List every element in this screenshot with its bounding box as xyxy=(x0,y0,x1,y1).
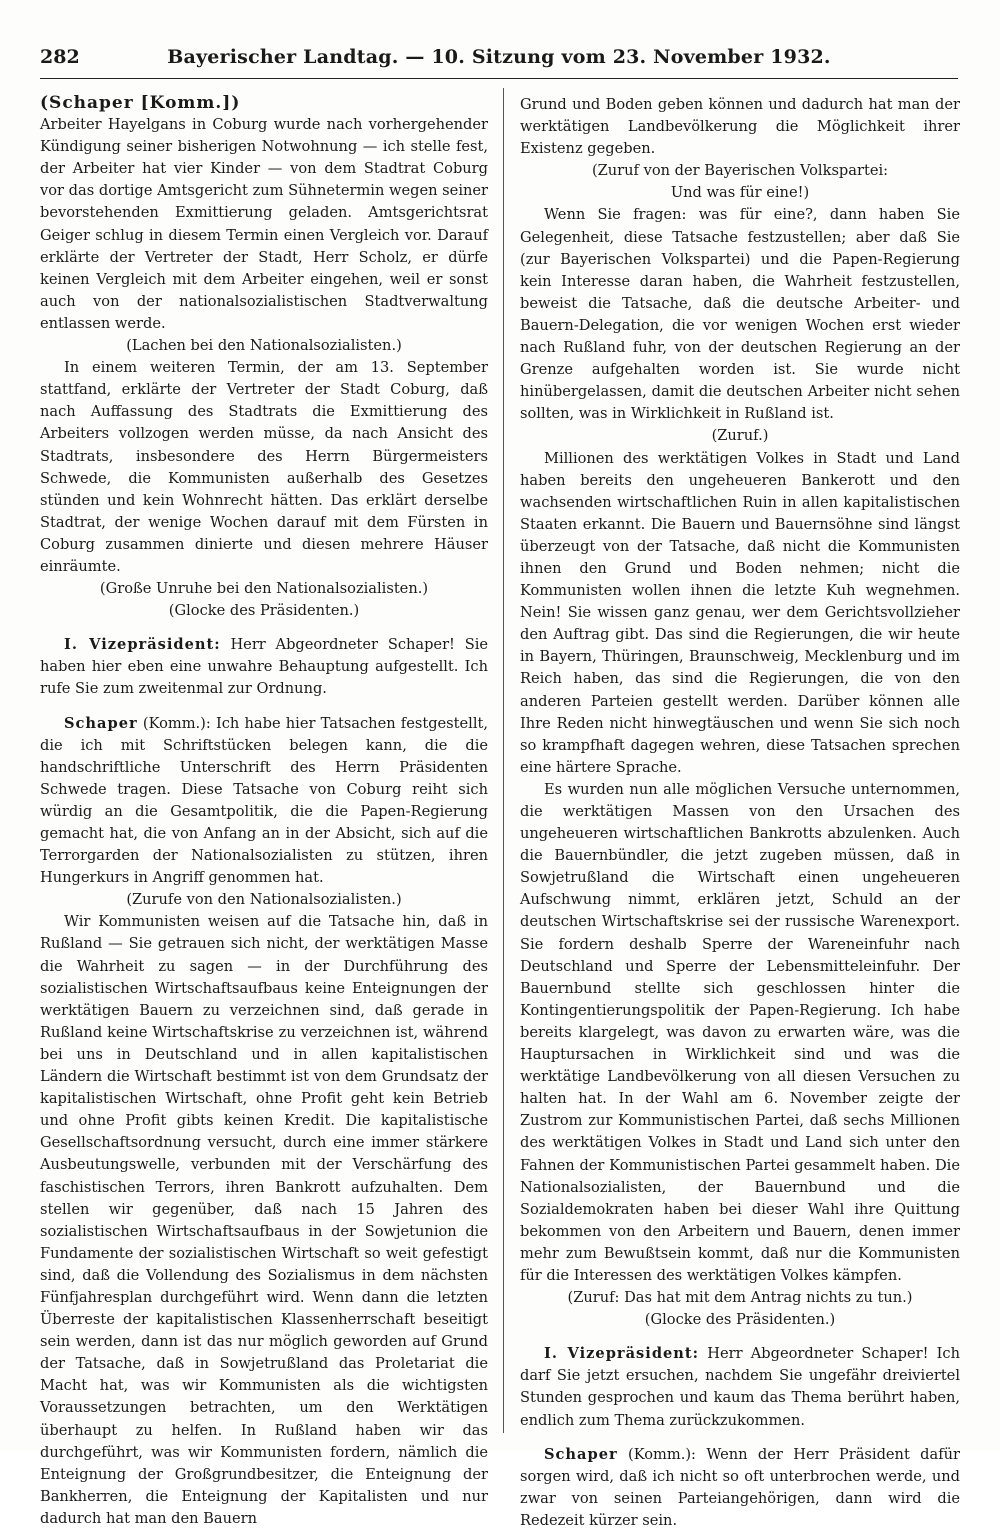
speech-vizepraesident xyxy=(520,1343,960,1431)
page-number: 282 xyxy=(40,46,80,68)
left-column xyxy=(40,92,488,1530)
paragraph: Wir Kommunisten weisen auf die Tatsache hin, daß in Rußland — Sie getrauen sich nicht, der werktätigen Masse die Wahrheit zu sagen — in der Durchführung des sozialistischen Wirtschaftsaufbaus keine Enteignungen der werktätigen Bauern zu verzeichnen sind, daß gerade in Rußland keine Wirtschaftskrise zu verzeichnen ist, während bei uns in Deutschland und in allen kapitalistischen Ländern die Wirtschaft bestimmt ist von dem Grundsatz der kapitalistischen Wirtschaft, ohne Profit geht kein Betrieb und ohne Profit gibts keinen Kredit. Die kapitalistische Gesellschaftsordnung versucht, durch eine immer stärkere Ausbeutungswelle, verbunden mit der Verschärfung des faschistischen Terrors, ihren Bankrott aufzuhalten. Dem stellen wir gegenüber, daß nach 15 Jahren des sozialistischen Wirtschaftsaufbaus in der Sowjetunion die Fundamente der sozialistischen Wirtschaft so weit gefestigt sind, daß die Vollendung des Sozialismus in dem nächsten Fünfjahresplan durchgeführt wird. Wenn dann die letzten Überreste der kapitalistischen Klassenherrschaft beseitigt sein werden, dann ist das nur möglich geworden auf Grund der Tatsache, daß in Sowjetrußland das Proletariat die Macht hat, was wir Kommunisten als die wichtigsten Voraussetzungen betrachten, um den Werktätigen überhaupt zu helfen. In Rußland haben wir das durchgeführt, was wir Kommunisten fordern, nämlich die Enteignung der Großgrundbesitzer, die Enteignung der Bankherren, die Enteignung der Kapitalisten und nur dadurch hat man den Bauern xyxy=(40,913,488,1527)
paragraph: Grund und Boden geben können und dadurch hat man der werktätigen Landbevölkerung die Möglichkeit ihrer Existenz gegeben. xyxy=(520,96,960,158)
speaker-name: I. Vizepräsident: xyxy=(544,1345,700,1363)
interjection: (Lachen bei den Nationalsozialisten.) xyxy=(126,337,402,355)
speaker-name: Schaper xyxy=(64,714,138,732)
interjection: (Glocke des Präsidenten.) xyxy=(644,1311,836,1329)
speech-text: (Komm.): Ich habe hier Tatsachen festgestellt, die ich mit Schriftstücken belegen kann, die die handschriftliche Unterschrift des Herrn Präsidenten Schwede tragen. Diese Tatsache von Coburg reiht sich würdig an die Gesamtpolitik, die die Papen-Regierung gemacht hat, die von Anfang an in der Absicht, sich auf die Terrorgarden der Nationalsozialisten zu stützen, ihren Hungerkurs in Angriff genommen hat. xyxy=(40,714,489,887)
header-rule xyxy=(40,78,958,79)
page-header xyxy=(40,46,958,76)
continued-speaker-label: (Schaper [Komm.]) xyxy=(40,93,241,113)
spacer xyxy=(40,622,488,634)
spacer xyxy=(40,701,488,713)
paragraph: Es wurden nun alle möglichen Versuche unternommen, die werktätigen Massen von den Ursachen des ungeheueren wirtschaftlichen Bankrotts abzulenken. Auch die Bauernbündler, die jetzt zugeben müssen, daß in Sowjetrußland die Wirtschaft einen ungeheueren Aufschwung nimmt, erklären jetzt, Schuld an der deutschen Wirtschaftskrise sei der russische Warenexport. Sie fordern deshalb Sperre der Wareneinfuhr nach Deutschland und Sperre der Lebensmitteleinfuhr. Der Bauernbund stellte sich geschlossen hinter die Kontingentierungspolitik der Papen-Regierung. Ich habe bereits klargelegt, was davon zu erwarten wäre, was die Hauptursachen in Wirklichkeit sind und was die werktätige Landbevölkerung von all diesen Versuchen zu halten hat. In der Wahl am 6. November zeigte der Zustrom zur Kommunistischen Partei, daß sechs Millionen des werktätigen Volkes in Stadt und Land sich unter den Fahnen der Kommunistischen Partei gesammelt haben. Die Nationalsozialisten, der Bauernbund und die Sozialdemokraten haben bei dieser Wahl ihre Quittung bekommen von den Arbeitern und Bauern, denen immer mehr zum Bewußtsein kommt, daß nur die Kommunisten für die Interessen des werktätigen Volkes kämpfen. xyxy=(520,780,960,1284)
speech-text: (Komm.): Wenn der Herr Präsident dafür sorgen wird, daß ich nicht so oft unterbrochen werde, und zwar von seinen Parteiangehörigen, dann wird die Redezeit kürzer sein. xyxy=(520,1445,961,1529)
interjection: (Zurufe von den Nationalsozialisten.) xyxy=(126,891,402,909)
interjection: (Große Unruhe bei den Nationalsozialisten.) xyxy=(99,580,429,598)
interjection: (Glocke des Präsidenten.) xyxy=(168,602,360,620)
speech-text: Herr Abgeordneter Schaper! Sie haben hier eben eine unwahre Behauptung aufgestellt. Ich rufe Sie zum zweitenmal zur Ordnung. xyxy=(40,636,488,698)
paragraph: Millionen des werktätigen Volkes in Stadt und Land haben bereits den ungeheueren Bankerott und den wachsenden wirtschaftlichen Ruin in allen kapitalistischen Staaten erkannt. Die Bauern und Bauernsöhne sind längst überzeugt von der Tatsache, daß nicht die Kommunisten ihnen den Grund und Boden nehmen; nicht die Kommunisten wollen ihnen die letzte Kuh wegnehmen. Nein! Sie wissen ganz genau, wer dem Gerichtsvollzieher den Auftrag gibt. Das sind die Regierungen, die wir heute in Bayern, Thüringen, Braunschweig, Mecklenburg und im Reich haben, das sind die Regierungen, die von den anderen Parteien gestellt werden. Darüber können alle Ihre Reden nicht hinwegtäuschen und wenn Sie sich noch so krampfhaft dagegen wehren, diese Tatsachen sprechen eine härtere Sprache. xyxy=(520,449,960,776)
interjection: (Zuruf von der Bayerischen Volkspartei: xyxy=(591,162,889,180)
right-column xyxy=(520,94,960,1532)
speech-schaper xyxy=(40,713,488,890)
interjection: Und was für eine!) xyxy=(670,184,810,202)
speech-text: Herr Abgeordneter Schaper! Ich darf Sie jetzt ersuchen, nachdem Sie ungefähr dreiviertel Stunden gesprochen und kaum das Thema berührt haben, endlich zum Thema zurückzukommen. xyxy=(520,1345,961,1429)
running-head: Bayerischer Landtag. — 10. Sitzung vom 23. November 1932. xyxy=(167,46,831,68)
interjection: (Zuruf: Das hat mit dem Antrag nichts zu tun.) xyxy=(567,1289,913,1307)
speaker-name: Schaper xyxy=(544,1445,618,1463)
spacer xyxy=(520,1432,960,1444)
paragraph: Wenn Sie fragen: was für eine?, dann haben Sie Gelegenheit, diese Tatsache festzustellen; aber daß Sie (zur Bayerischen Volkspartei) und die Papen-Regierung kein Interesse daran haben, die Wahrheit festzustellen, beweist die Tatsache, daß die deutsche Arbeiter- und Bauern-Delegation, die vor wenigen Wochen erst wieder nach Rußland fuhr, von der deutschen Regierung an der Grenze aufgehalten worden ist. Sie wurde nicht hinübergelassen, damit die deutschen Arbeiter nicht sehen sollten, was in Wirklichkeit in Rußland ist. xyxy=(520,206,960,423)
column-divider xyxy=(503,88,504,1433)
speaker-name: I. Vizepräsident: xyxy=(64,636,221,654)
paragraph: Arbeiter Hayelgans in Coburg wurde nach vorhergehender Kündigung seiner bisherigen Notwohnung — ich stelle fest, der Arbeiter hat vier Kinder — von dem Stadtrat Coburg vor das dortige Amtsgericht zum Sühnetermin wegen seiner bevorstehenden Exmittierung geladen. Amtsgerichtsrat Geiger schlug in diesem Termin einen Vergleich vor. Darauf erklärte der Vertreter der Stadt, Herr Scholz, er dürfe keinen Vergleich mit dem Arbeiter eingehen, weil er sonst auch von der nationalsozialistischen Stadtverwaltung entlassen werde. xyxy=(40,116,488,332)
paragraph: In einem weiteren Termin, der am 13. September stattfand, erklärte der Vertreter der Stadt Coburg, daß nach Auffassung des Stadtrats die Exmittierung des Arbeiters vollzogen werden müsse, da nach Ansicht des Stadtrats, insbesondere des Herrn Bürgermeisters Schwede, die Kommunisten außerhalb des Gesetzes stünden und kein Wohnrecht hätten. Das erklärt derselbe Stadtrat, der wenige Wochen darauf mit dem Fürsten in Coburg zusammen dinierte und diesen mehrere Häuser einräumte. xyxy=(40,359,488,575)
speech-schaper xyxy=(520,1444,960,1532)
speech-vizepraesident xyxy=(40,634,488,700)
spacer xyxy=(520,1331,960,1343)
interjection: (Zuruf.) xyxy=(711,427,769,445)
